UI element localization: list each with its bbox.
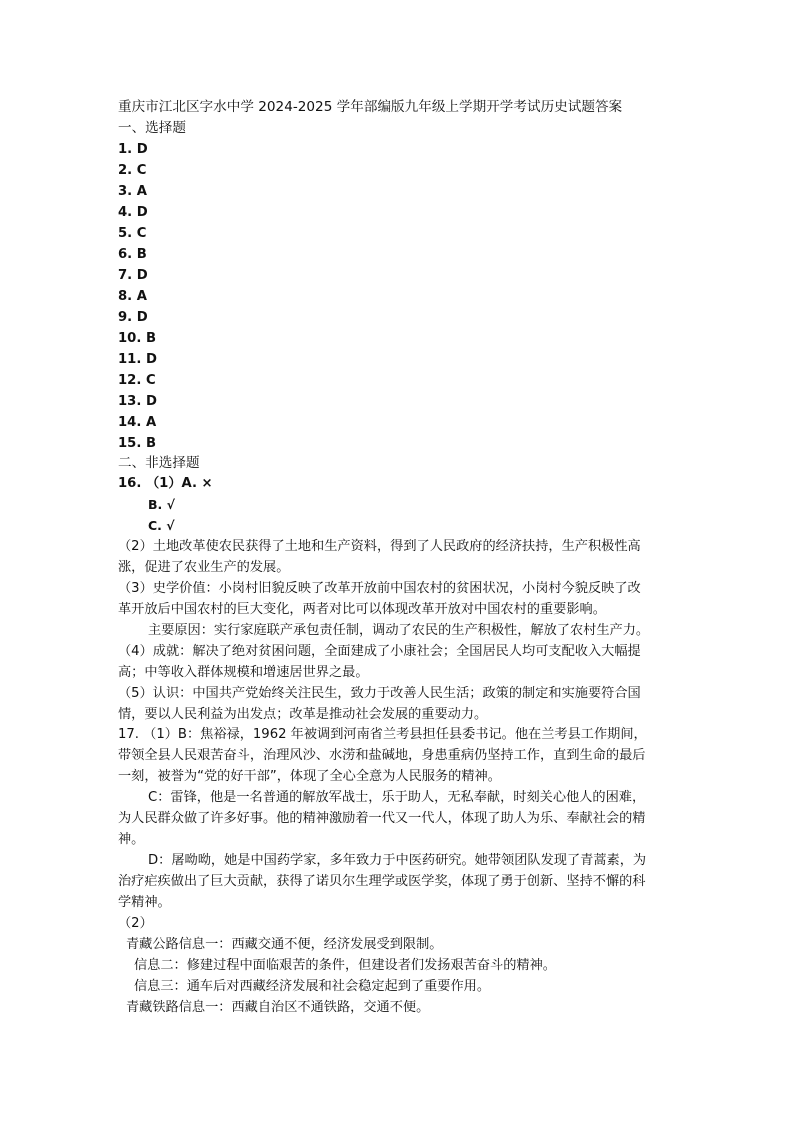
q17-paragraph: 神。 [118, 832, 145, 847]
section-heading-choice: 一、选择题 [118, 120, 186, 136]
q16-paragraph: （2）土地改革使农民获得了土地和生产资料，得到了人民政府的经济扶持，生产积极性高 [118, 539, 641, 554]
q17-paragraph: 学精神。 [118, 895, 171, 910]
q17-paragraph: 一刻，被誉为“党的好干部”，体现了全心全意为人民服务的精神。 [118, 769, 501, 784]
q16-paragraph: 涨，促进了农业生产的发展。 [118, 560, 290, 575]
q16-paragraph: （5）认识：中国共产党始终关注民生，致力于改善人民生活；政策的制定和实施要符合国 [118, 686, 641, 701]
choice-answer: 8. A [118, 289, 147, 304]
q17-subheading: （2） [118, 916, 153, 931]
q17-paragraph: 带领全县人民艰苦奋斗，治理风沙、水涝和盐碱地，身患重病仍坚持工作，直到生命的最后 [118, 748, 646, 763]
choice-answer: 6. B [118, 247, 147, 262]
q16-paragraph: （3）史学价值：小岗村旧貌反映了改革开放前中国农村的贫困状况，小岗村今貌反映了改 [118, 581, 641, 596]
choice-answer: 14. A [118, 415, 157, 430]
q17-paragraph: 17. （1）B：焦裕禄，1962 年被调到河南省兰考县担任县委书记。他在兰考县工作期间， [118, 727, 647, 742]
choice-answer: 5. C [118, 226, 147, 241]
q17-paragraph: 治疗疟疾做出了巨大贡献，获得了诺贝尔生理学或医学奖，体现了勇于创新、坚持不懈的科 [118, 874, 646, 889]
q17-info: 青藏公路信息一：西藏交通不便，经济发展受到限制。 [126, 937, 443, 952]
choice-answer: 12. C [118, 373, 156, 388]
choice-answer: 11. D [118, 352, 157, 367]
choice-answer: 13. D [118, 394, 157, 409]
section-heading-nonchoice: 二、非选择题 [118, 455, 200, 471]
q16-paragraph: （4）成就：解决了绝对贫困问题，全面建成了小康社会；全国居民人均可支配收入大幅提 [118, 644, 641, 659]
choice-answer: 3. A [118, 184, 147, 199]
q16-paragraph: 情，要以人民利益为出发点；改革是推动社会发展的重要动力。 [118, 707, 488, 722]
q16-option: C. √ [148, 518, 175, 533]
choice-answer: 2. C [118, 163, 147, 178]
q16-option: B. √ [148, 497, 175, 512]
q16-paragraph: 高；中等收入群体规模和增速居世界之最。 [118, 665, 369, 680]
choice-answer: 10. B [118, 331, 157, 346]
q16-line: 16. （1）A. × [118, 476, 213, 491]
document-title: 重庆市江北区字水中学 2024-2025 学年部编版九年级上学期开学考试历史试题答案 [118, 99, 623, 115]
q17-paragraph: C：雷锋，他是一名普通的解放军战士，乐于助人，无私奉献，时刻关心他人的困难， [148, 790, 646, 805]
choice-answer: 4. D [118, 205, 148, 220]
choice-answer: 9. D [118, 310, 148, 325]
choice-answer: 15. B [118, 436, 157, 451]
q17-info: 信息二：修建过程中面临艰苦的条件，但建设者们发扬艰苦奋斗的精神。 [134, 958, 556, 973]
q17-info: 信息三：通车后对西藏经济发展和社会稳定起到了重要作用。 [134, 979, 491, 994]
q17-paragraph: 为人民群众做了许多好事。他的精神激励着一代又一代人，体现了助人为乐、奉献社会的精 [118, 811, 646, 826]
q16-paragraph: 主要原因：实行家庭联产承包责任制，调动了农民的生产积极性，解放了农村生产力。 [148, 623, 650, 638]
choice-answer: 7. D [118, 268, 148, 283]
choice-answer: 1. D [118, 142, 148, 157]
q17-info: 青藏铁路信息一：西藏自治区不通铁路，交通不便。 [126, 1000, 430, 1015]
q16-paragraph: 革开放后中国农村的巨大变化，两者对比可以体现改革开放对中国农村的重要影响。 [118, 602, 606, 617]
q17-paragraph: D：屠呦呦，她是中国药学家，多年致力于中医药研究。她带领团队发现了青蒿素，为 [148, 853, 647, 868]
